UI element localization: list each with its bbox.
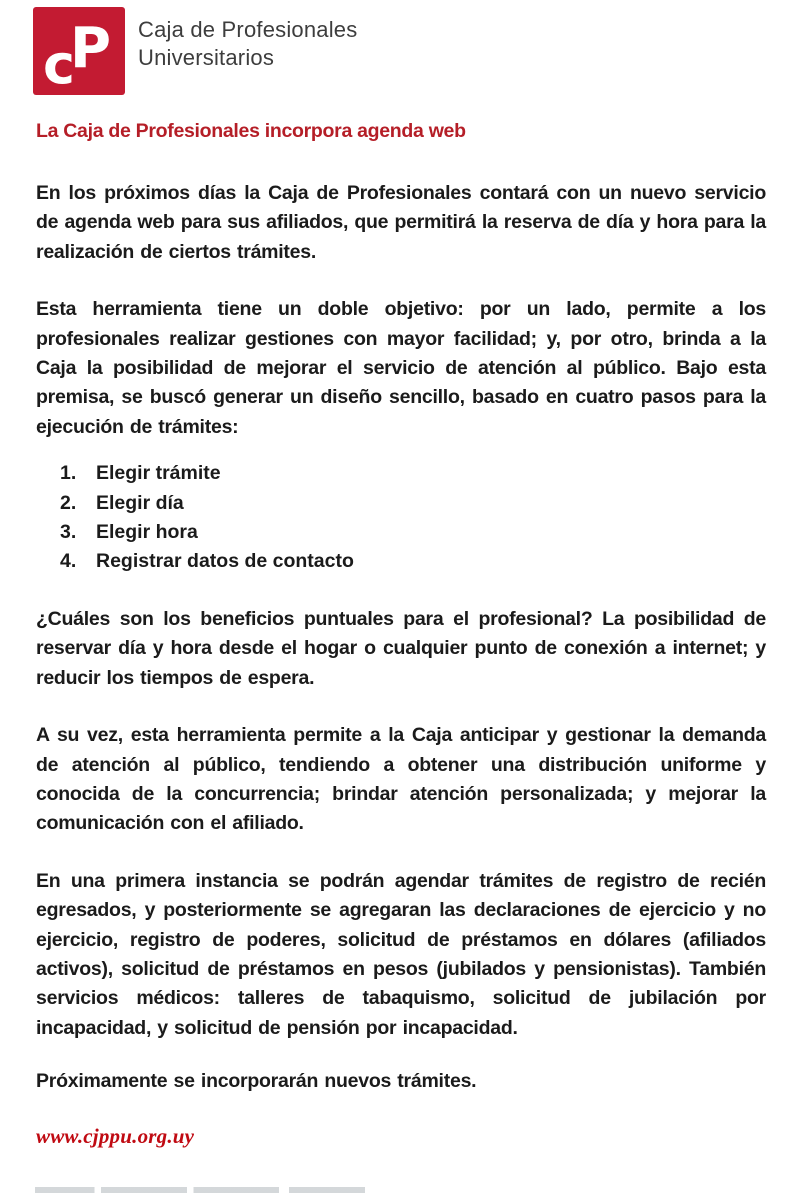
paragraph-intro: En los próximos días la Caja de Profesionales contará con un nuevo servicio de agenda web para sus afiliados, que permitirá la reserva de día y hora para la realización de ciertos trámites. xyxy=(36,182,766,263)
header xyxy=(33,7,357,95)
step-number: 2. xyxy=(60,491,77,514)
paragraph-scope: En una primera instancia se podrán agendar trámites de registro de recién egresados, y posteriormente se agregaran las declaraciones de ejercicio y no ejercicio, registro de poderes, solicitud de préstamos en dólares (afiliados activos), solicitud de préstamos en pesos (jubilados y pensionistas). También servicios médicos: talleres de tabaquismo, solicitud de jubilación por incapacidad, y solicitud de pensión por incapacidad. xyxy=(36,869,766,1039)
paragraph-management: A su vez, esta herramienta permite a la Caja anticipar y gestionar la demanda de atención al público, tendiendo a obtener una distribución uniforme y conocida de la concurrencia; brindar atención personalizada; y mejorar la comunicación con el afiliado. xyxy=(36,724,766,835)
org-name-line2: Universitarios xyxy=(138,45,275,70)
svg-text:P: P xyxy=(70,16,112,81)
list-item xyxy=(36,547,766,576)
step-label: Elegir trámite xyxy=(96,462,221,485)
paragraph-benefits: ¿Cuáles son los beneficios puntuales para el profesional? La posibilidad de reservar día y hora desde el hogar o cualquier punto de conexión a internet; y reducir los tiempos de espera. xyxy=(36,607,766,689)
steps-list xyxy=(36,459,766,577)
paragraph-closing: Próximamente se incorporarán nuevos trámites. xyxy=(36,1070,477,1093)
article-title: La Caja de Profesionales incorpora agenda web xyxy=(36,120,466,142)
website-link[interactable]: www.cjppu.org.uy xyxy=(36,1123,195,1148)
step-label: Elegir día xyxy=(96,491,184,514)
article xyxy=(36,95,766,1149)
step-number: 1. xyxy=(60,462,77,485)
step-label: Registrar datos de contacto xyxy=(96,550,354,573)
list-item xyxy=(36,459,766,488)
svg-text:c: c xyxy=(43,33,76,95)
org-name xyxy=(138,7,357,72)
paragraph-objective: Esta herramienta tiene un doble objetivo: por un lado, permite a los profesionales realizar gestiones con mayor facilidad; y, por otro, brinda a la Caja la posibilidad de mejorar el servicio de atención al público. Bajo esta premisa, se buscó generar un diseño sencillo, basado en cuatro pasos para la ejecución de trámites: xyxy=(36,298,766,438)
step-label: Elegir hora xyxy=(96,521,198,544)
cutoff-content-strip xyxy=(35,1187,365,1193)
list-item xyxy=(36,489,766,518)
cjp-logo-icon xyxy=(33,7,125,95)
org-name-line1: Caja de Profesionales xyxy=(138,17,358,42)
step-number: 3. xyxy=(60,521,77,544)
list-item xyxy=(36,518,766,547)
step-number: 4. xyxy=(60,550,77,573)
